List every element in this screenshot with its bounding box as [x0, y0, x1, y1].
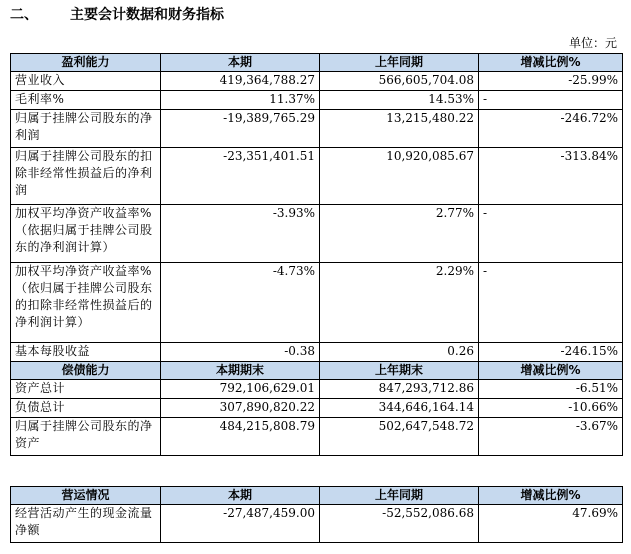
- header-cell: 上年期末: [320, 362, 479, 380]
- table-row: [11, 72, 623, 91]
- prior-value: -52,552,086.68: [320, 505, 479, 543]
- row-label: 归属于挂牌公司股东的扣除非经常性损益后的净利润: [11, 148, 161, 205]
- prior-value: 13,215,480.22: [320, 110, 479, 148]
- table-row: [11, 380, 623, 399]
- table-row: [11, 505, 623, 543]
- row-label: 毛利率%: [11, 91, 161, 110]
- current-value: -27,487,459.00: [161, 505, 320, 543]
- header-cell: 增减比例%: [479, 54, 623, 72]
- current-value: -0.38: [161, 343, 320, 362]
- current-value: -4.73%: [161, 263, 320, 343]
- unit-label: 单位：元: [568, 36, 617, 50]
- table-header-row: [11, 54, 623, 72]
- prior-value: 14.53%: [320, 91, 479, 110]
- change-value: -6.51%: [479, 380, 623, 399]
- header-cell: 营运情况: [11, 487, 161, 505]
- change-value: -25.99%: [479, 72, 623, 91]
- row-label: 加权平均净资产收益率%（依据归属于挂牌公司股东的净利润计算）: [11, 205, 161, 263]
- change-value: -10.66%: [479, 399, 623, 418]
- row-label: 资产总计: [11, 380, 161, 399]
- section-number: 二、: [10, 7, 38, 23]
- prior-value: 2.29%: [320, 263, 479, 343]
- current-value: -19,389,765.29: [161, 110, 320, 148]
- current-value: 11.37%: [161, 91, 320, 110]
- current-value: 792,106,629.01: [161, 380, 320, 399]
- row-label: 负债总计: [11, 399, 161, 418]
- row-label: 归属于挂牌公司股东的净资产: [11, 418, 161, 456]
- table-row: [11, 418, 623, 456]
- row-label: 经营活动产生的现金流量净额: [11, 505, 161, 543]
- table-row: [11, 205, 623, 263]
- header-cell: 偿债能力: [11, 362, 161, 380]
- header-cell: 增减比例%: [479, 362, 623, 380]
- header-cell: 本期: [161, 54, 320, 72]
- header-cell: 增减比例%: [479, 487, 623, 505]
- header-cell: 上年同期: [320, 54, 479, 72]
- change-value: -313.84%: [479, 148, 623, 205]
- change-value: 47.69%: [479, 505, 623, 543]
- change-value: -: [479, 91, 623, 110]
- prior-value: 2.77%: [320, 205, 479, 263]
- row-label: 基本每股收益: [11, 343, 161, 362]
- section-heading: [10, 4, 224, 24]
- prior-value: 502,647,548.72: [320, 418, 479, 456]
- header-cell: 本期: [161, 487, 320, 505]
- header-cell: 上年同期: [320, 487, 479, 505]
- prior-value: 0.26: [320, 343, 479, 362]
- header-cell: 盈利能力: [11, 54, 161, 72]
- table-row: [11, 263, 623, 343]
- financial-table: [10, 53, 623, 456]
- current-value: 484,215,808.79: [161, 418, 320, 456]
- change-value: -3.67%: [479, 418, 623, 456]
- table-row: [11, 91, 623, 110]
- row-label: 加权平均净资产收益率%（依归属于挂牌公司股东的扣除非经常性损益后的净利润计算）: [11, 263, 161, 343]
- change-value: -: [479, 205, 623, 263]
- change-value: -: [479, 263, 623, 343]
- prior-value: 847,293,712.86: [320, 380, 479, 399]
- table-row: [11, 399, 623, 418]
- prior-value: 566,605,704.08: [320, 72, 479, 91]
- row-label: 营业收入: [11, 72, 161, 91]
- header-cell: 本期期末: [161, 362, 320, 380]
- change-value: -246.72%: [479, 110, 623, 148]
- table-header-row: [11, 362, 623, 380]
- current-value: 307,890,820.22: [161, 399, 320, 418]
- row-label: 归属于挂牌公司股东的净利润: [11, 110, 161, 148]
- prior-value: 344,646,164.14: [320, 399, 479, 418]
- table-row: [11, 343, 623, 362]
- current-value: -23,351,401.51: [161, 148, 320, 205]
- current-value: 419,364,788.27: [161, 72, 320, 91]
- prior-value: 10,920,085.67: [320, 148, 479, 205]
- operations-table: [10, 486, 623, 543]
- table-header-row: [11, 487, 623, 505]
- section-title: 主要会计数据和财务指标: [70, 7, 224, 23]
- table-row: [11, 148, 623, 205]
- current-value: -3.93%: [161, 205, 320, 263]
- table-row: [11, 110, 623, 148]
- change-value: -246.15%: [479, 343, 623, 362]
